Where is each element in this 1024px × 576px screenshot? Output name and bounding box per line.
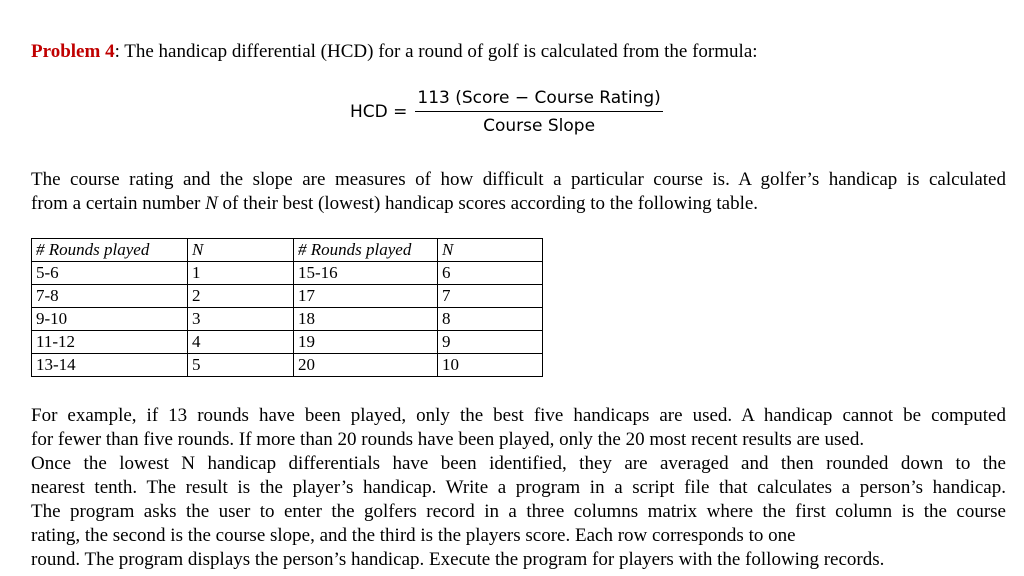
problem-heading (31, 41, 758, 63)
table-cell: 6 (438, 262, 543, 285)
table-cell: 7 (438, 285, 543, 308)
paragraph1-line2 (31, 192, 1006, 216)
problem-number: 4 (105, 41, 115, 62)
paragraph2-line: Once the lowest N handicap differentials have been identified, they are averaged and then rounded down to the (31, 453, 1006, 474)
table-cell: 15-16 (294, 262, 438, 285)
table-cell: 20 (294, 354, 438, 377)
paragraph1-line1: The course rating and the slope are measures of how difficult a particular course is. A golfer’s handicap is calculated (31, 169, 1006, 190)
header-rounds-played-2: # Rounds played (294, 239, 438, 262)
table-cell: 7-8 (32, 285, 188, 308)
paragraph2-line: for fewer than five rounds. If more than 20 rounds have been played, only the 20 most recent results are used. (31, 429, 865, 450)
table-row (32, 308, 543, 331)
table-cell: 8 (438, 308, 543, 331)
table-row (32, 331, 543, 354)
variable-n: N (205, 193, 218, 214)
paragraph1-line2-after: of their best (lowest) handicap scores according to the following table. (217, 193, 759, 214)
table-cell: 13-14 (32, 354, 188, 377)
table-cell: 4 (188, 331, 294, 354)
paragraph2-line: The program asks the user to enter the golfers record in a three columns matrix where the first column is the course (31, 501, 1006, 522)
table-row (32, 262, 543, 285)
paragraph2-line: round. The program displays the person’s handicap. Execute the program for players with the following records. (31, 549, 885, 570)
formula-denominator: Course Slope (483, 116, 596, 136)
paragraph-example (31, 404, 1006, 572)
table-cell: 11-12 (32, 331, 188, 354)
paragraph2-line: nearest tenth. The result is the player’s handicap. Write a program in a script file that calculates a person’s handicap. (31, 477, 1006, 498)
header-n-1: N (188, 239, 294, 262)
table-cell: 3 (188, 308, 294, 331)
table-row (32, 285, 543, 308)
header-rounds-played-1: # Rounds played (32, 239, 188, 262)
table-cell: 19 (294, 331, 438, 354)
problem-label: Problem (31, 41, 101, 62)
table-cell: 17 (294, 285, 438, 308)
formula-lhs: HCD = (350, 102, 408, 122)
table-cell: 10 (438, 354, 543, 377)
table-header-row (32, 239, 543, 262)
paragraph2-line: rating, the second is the course slope, and the third is the players score. Each row corresponds to one (31, 525, 796, 546)
table-cell: 5-6 (32, 262, 188, 285)
table-cell: 9 (438, 331, 543, 354)
formula-numerator: 113 (Score − Course Rating) (415, 88, 662, 112)
problem-intro: : The handicap differential (HCD) for a round of golf is calculated from the formula: (114, 41, 758, 62)
paragraph1-line2-before: from a certain number (31, 193, 206, 214)
header-n-2: N (438, 239, 543, 262)
table-cell: 18 (294, 308, 438, 331)
table-cell: 9-10 (32, 308, 188, 331)
table-cell: 1 (188, 262, 294, 285)
formula-fraction (415, 88, 662, 136)
hcd-formula (350, 88, 663, 136)
paragraph2-line: For example, if 13 rounds have been played, only the best five handicaps are used. A handicap cannot be computed (31, 405, 1006, 426)
table-cell: 5 (188, 354, 294, 377)
rounds-table (31, 238, 543, 377)
table-row (32, 354, 543, 377)
paragraph-course-rating (31, 168, 1006, 216)
table-cell: 2 (188, 285, 294, 308)
